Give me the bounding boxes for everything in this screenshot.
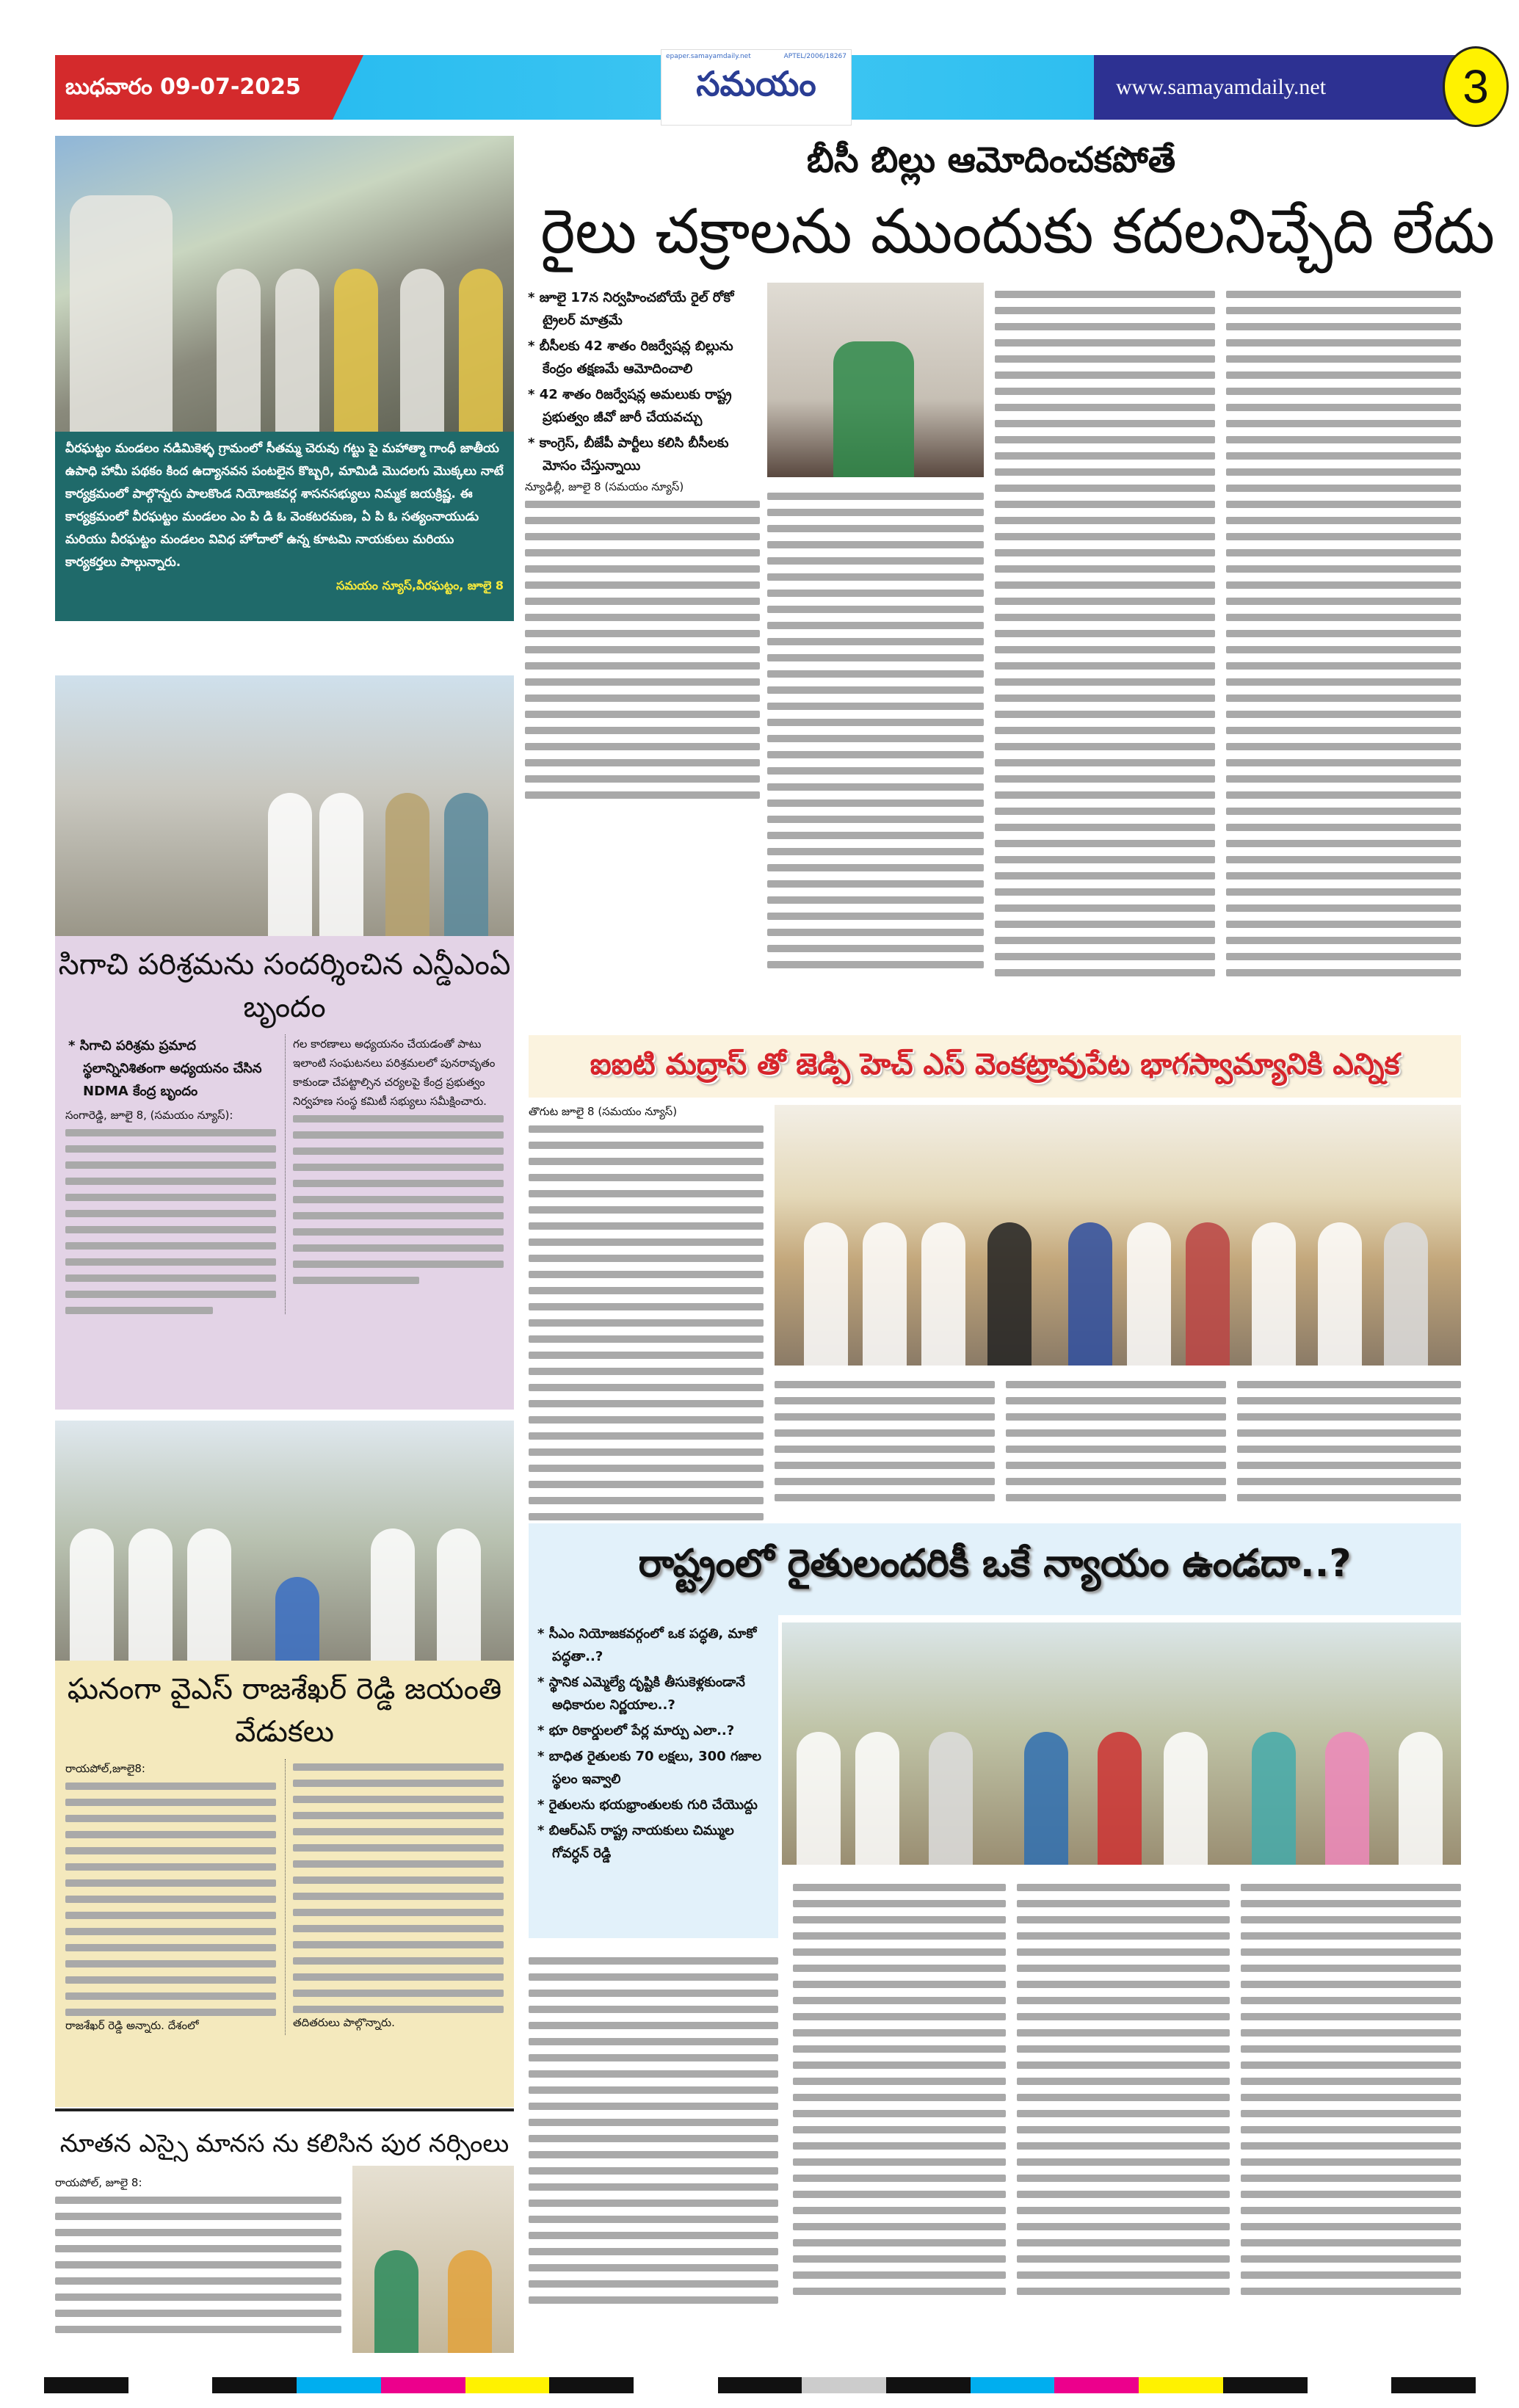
logo-title: సమయం — [696, 64, 816, 104]
farmers-bullets — [529, 1615, 778, 1938]
si-headline: నూతన ఎస్సై మానస ను కలిసిన పుర నర్సింలు — [59, 2129, 510, 2158]
ysr-headline: ఘనంగా వైఎస్ రాజశేఖర్ రెడ్డి జయంతి వేడుకలు — [67, 1672, 502, 1749]
caption-credit: సమయం న్యూస్,వీరఘట్టం, జూలై 8 — [336, 579, 504, 592]
page-number-badge: 3 — [1443, 46, 1509, 127]
main-body-col4 — [1226, 286, 1461, 976]
main-bullets — [525, 286, 760, 799]
farmers-bullet: * బిఆర్ఎస్ రాష్ట్ర నాయకులు చిమ్ముల గోవర్ధన్ రెడ్డి — [537, 1823, 734, 1861]
iit-headline: ఐఐటి మద్రాస్ తో జెడ్పి హెచ్ ఎస్ వెంకట్రావుపేట భాగస్వామ్యానికి ఎన్నిక — [529, 1035, 1461, 1098]
farmers-body-col4 — [1241, 1879, 1461, 2295]
photo-si-meeting — [352, 2166, 514, 2353]
photo-plantation-event — [55, 136, 514, 432]
ndma-dateline: సంగారెడ్డి, జూలై 8, (సమయం న్యూస్): — [65, 1109, 233, 1122]
ysr-story — [55, 1661, 514, 2107]
ndma-bullet: * సిగాచి పరిశ్రమ ప్రమాద స్థలాన్నినిశితంగా అధ్యయనం చేసిన NDMA కేంద్ర బృందం — [68, 1038, 262, 1099]
photo-kavitha-press-meet — [767, 283, 984, 477]
photo-ndma-visit — [55, 675, 514, 936]
divider — [55, 2108, 514, 2111]
main-bullet: * జూలై 17న నిర్వహించబోయే రైల్ రోకో ట్రైలర్ మాత్రమే — [528, 290, 734, 328]
iit-body-col4 — [1237, 1377, 1461, 1501]
main-bullet: * 42 శాతం రిజర్వేషన్ల అమలుకు రాష్ట్ర ప్రభుత్వం జీవో జారీ చేయవచ్చు — [528, 387, 732, 425]
ysr-body-text — [65, 1778, 276, 2016]
newspaper-logo — [661, 49, 852, 126]
issue-date: బుధవారం 09-07-2025 — [65, 74, 301, 100]
farmers-bullet: * భూ రికార్డులలో పేర్ల మార్పు ఎలా..? — [537, 1723, 735, 1738]
masthead — [55, 53, 1489, 120]
main-body-col3 — [995, 286, 1215, 976]
print-registration-bar — [44, 2377, 1476, 2393]
main-headline: రైలు చక్రాలను ముందుకు కదలనిచ్చేది లేదు — [540, 192, 1441, 273]
si-story-text — [55, 2173, 341, 2333]
ndma-body-text-2 — [293, 1111, 504, 1284]
farmers-body-col2 — [793, 1879, 1006, 2295]
main-subheadline: బీసీ బిల్లు ఆమోదించకపోతే — [806, 139, 1176, 181]
ndma-body-col2: గల కారణాలు అధ్యయనం చేయడంతో పాటు ఇలాంటి సంఘటనలు పరిశ్రమలలో పునరావృతం కాకుండా చేపట్టాల్సిన చర్యలపై కేంద్ర ప్రభుత్వం నిర్వహణ సంస్థ కమిటీ సభ్యులు సమీక్షించారు. — [293, 1037, 496, 1108]
farmers-headline: రాష్ట్రంలో రైతులందరికీ ఒకే న్యాయం ఉండదా..? — [529, 1523, 1461, 1615]
ndma-headline: సిగాచి పరిశ్రమను సందర్శించిన ఎన్డీఎంఏ బృందం — [58, 948, 511, 1024]
main-body-col2 — [767, 488, 984, 968]
si-dateline: రాయపోల్, జూలై 8: — [55, 2176, 142, 2189]
farmers-bullet: * బాధిత రైతులకు 70 లక్షలు, 300 గజాల స్థలం ఇవ్వాలి — [537, 1749, 762, 1787]
caption-text: వీరఘట్టం మండలం నడిమికెళ్ళ గ్రామంలో సీతమ్మ చెరువు గట్టు పై మహాత్మా గాంధీ జాతీయ ఉపాధి హామీ పథకం కింద ఉద్యానవన పంటలైన కొబ్బరి, మామిడి మొదలగు మొక్కలు నాటే కార్యక్రమంలో పాల్గొన్నరు పాలకొండ నియోజకవర్గ శాసనసభ్యులు నిమ్మక జయక్రిష్ణ. ఈ కార్యక్రమంలో వీరఘట్టం మండలం ఎం పి డి ఓ వెంకటరమణ, ఏ పి ఓ సత్యంనాయుడు మరియు వీరఘట్టం మండలం వివిధ హోదాలో ఉన్న కూటమి నాయకులు మరియు కార్యకర్తలు పాల్గున్నారు. — [65, 441, 504, 570]
website-link[interactable]: www.samayamdaily.net — [1094, 55, 1461, 120]
photo-farmers-protest — [782, 1622, 1461, 1865]
ysr-body-end: రాజశేఖర్ రెడ్డి అన్నారు. దేశంలో — [65, 2019, 199, 2032]
epaper-url: epaper.samayamdaily.net — [666, 53, 751, 60]
farmers-bullet: * రైతులను భయభ్రాంతులకు గురి చేయొద్దు — [537, 1797, 758, 1813]
iit-body-text — [529, 1121, 764, 1537]
main-body-text — [525, 496, 760, 799]
si-body-text — [55, 2192, 341, 2333]
iit-body-col2 — [775, 1377, 995, 1501]
ysr-dateline: రాయపోల్,జూలై8: — [65, 1762, 145, 1775]
photo-caption — [55, 432, 514, 621]
photo-ysr-jayanthi — [55, 1421, 514, 1661]
ysr-body-text-2 — [293, 1759, 504, 2013]
main-dateline: న్యూఢిల్లీ, జూలై 8 (సమయం న్యూస్) — [525, 480, 684, 493]
photo-school-group — [775, 1105, 1461, 1366]
farmers-bullet: * స్థానిక ఎమ్మెల్యే దృష్టికి తీసుకెళ్లకుండానే అధికారుల నిర్ణయాల..? — [537, 1675, 745, 1713]
main-bullet: * కాంగ్రెస్, బీజేపీ పార్టీలు కలిసి బీసీలకు మోసం చేస్తున్నాయి — [528, 435, 729, 474]
iit-text — [529, 1105, 764, 1537]
ndma-body-text — [65, 1125, 276, 1314]
farmers-bullet: * సీఎం నియోజకవర్గంలో ఒక పద్ధతి, మాకో పద్ధతా..? — [537, 1626, 757, 1664]
iit-body-col3 — [1006, 1377, 1226, 1501]
registration-number: APTEL/2006/18267 — [783, 53, 846, 60]
ndma-story — [55, 936, 514, 1410]
main-bullet: * బీసీలకు 42 శాతం రిజర్వేషన్ల బిల్లును కేంద్రం తక్షణమే ఆమోదించాలి — [528, 338, 733, 377]
farmers-body-col1 — [529, 1953, 778, 2304]
iit-dateline: తొగుట జూలై 8 (సమయం న్యూస్) — [529, 1105, 678, 1118]
ysr-body-end-2: తదితరులు పాల్గొన్నారు. — [293, 2016, 395, 2029]
farmers-body-col3 — [1017, 1879, 1230, 2295]
